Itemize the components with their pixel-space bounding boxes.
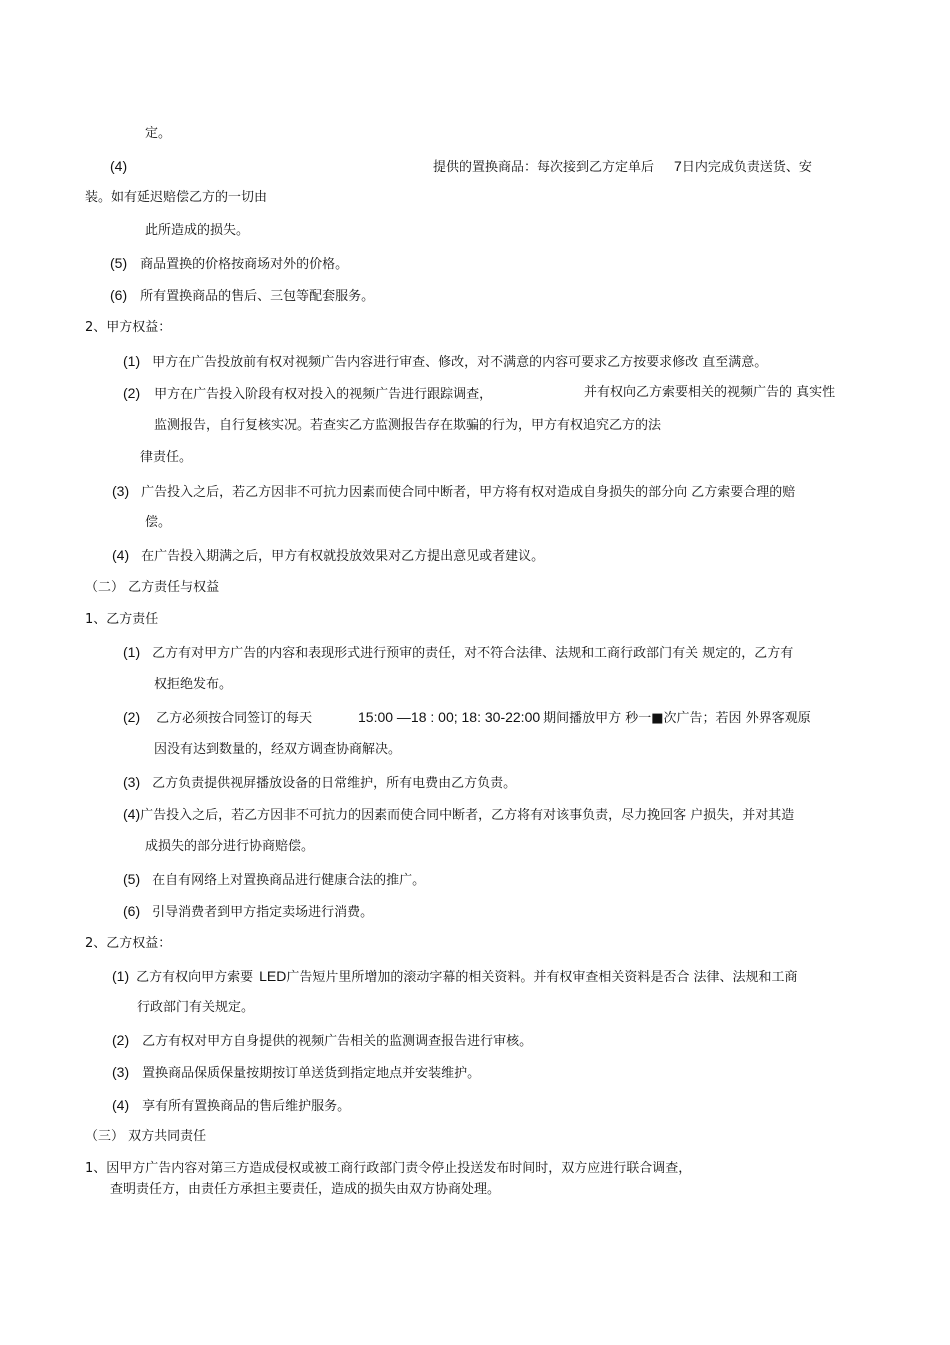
text-segment: 7 [674,158,682,174]
item-number: (3) [112,483,130,499]
text-segment: 商品置换的价格按商场对外的价格。 [140,257,349,272]
item-number: (1) [112,968,130,984]
text-line: 偿。 [145,515,172,530]
text-segment: 置换商品保质保量按期按订单送货到指定地点并安装维护。 [142,1066,481,1081]
text-line [123,806,794,824]
text-line [123,903,373,921]
text-line [123,871,425,889]
text-line [112,1032,532,1050]
item-number: (4) [123,806,141,822]
text-segment: 乙方有对甲方广告的内容和表现形式进行预审的责任，对不符合法律、法规和工商行政部门有关 规定的，乙方有 [152,646,794,661]
item-number: (4) [110,158,128,174]
item-number: (5) [123,871,141,887]
text-line: 装。如有延迟赔偿乙方的一切由 [85,190,268,205]
text-line: 查明责任方，由责任方承担主要责任，造成的损失由双方协商处理。 [110,1182,501,1197]
text-segment: 乙方负责提供视屏播放设备的日常维护，所有电费由乙方负责。 [152,776,517,791]
text-segment: 所有置换商品的售后、三包等配套服务。 [140,289,375,304]
text-line [123,644,793,662]
text-segment: 甲方在广告投入阶段有权对投入的视频广告进行跟踪调查， [154,387,493,402]
text-segment: 广告短片里所增加的滚动字幕的相关资料。并有权审查相关资料是否合 法律、法规和工商 [286,970,798,985]
text-line [123,385,492,403]
text-line: 监测报告，自行复核实况。若查实乙方监测报告存在欺骗的行为，甲方有权追究乙方的法 [154,418,662,433]
text-segment: 在自有网络上对置换商品进行健康合法的推广。 [152,873,426,888]
item-number: (2) [123,385,141,401]
item-number: (1) [123,644,141,660]
text-segment: 甲方在广告投放前有权对视频广告内容进行审查、修改，对不满意的内容可要求乙方按要求修改 直至满意。 [152,355,768,370]
text-line: 1、因甲方广告内容对第三方造成侵权或被工商行政部门责令停止投送发布时间时，双方应进行联合调查， [85,1161,692,1176]
item-number: (2) [112,1032,130,1048]
item-number: (5) [110,255,128,271]
item-number: (4) [112,547,130,563]
text-segment: 乙方必须按合同签订的每天 [156,711,313,726]
section-heading: 2、甲方权益： [85,320,172,335]
text-segment: 提供的置换商品：每次接到乙方定单后 [433,160,655,175]
text-line: 行政部门有关规定。 [137,1000,255,1015]
text-line [433,158,812,176]
item-number: (6) [123,903,141,919]
text-segment: 15:00 —18 : 00; 18: 30-22:00 [358,709,541,725]
text-line [110,158,127,176]
text-line: 此所造成的损失。 [145,223,250,238]
text-line [112,1064,480,1082]
text-line: 定。 [145,126,172,141]
text-segment: 乙方有权对甲方自身提供的视频广告相关的监测调查报告进行审核。 [142,1034,533,1049]
item-number: (3) [123,774,141,790]
item-number: (6) [110,287,128,303]
text-line [112,547,544,565]
section-heading: （二） 乙方责任与权益 [85,580,220,595]
text-line [110,287,374,305]
text-line: 成损失的部分进行协商赔偿。 [145,839,315,854]
item-number: (1) [123,353,141,369]
text-line [110,255,348,273]
text-line [123,774,516,792]
text-line [358,709,811,727]
text-segment: 期间播放甲方 秒一■次广告；若因 外界客观原 [543,711,811,726]
text-line [123,709,312,727]
section-heading: 2、乙方权益： [85,936,172,951]
text-line [112,968,798,986]
text-line [123,353,767,371]
item-number: (3) [112,1064,130,1080]
item-number: (2) [123,709,141,725]
text-line: 权拒绝发布。 [154,677,233,692]
text-segment: 广告投入之后，若乙方因非不可抗力的因素而使合同中断者，乙方将有对该事负责，尽力挽回客 户损失，并对其造 [140,808,795,823]
text-segment: 引导消费者到甲方指定卖场进行消费。 [152,905,374,920]
item-number: (4) [112,1097,130,1113]
text-line: 并有权向乙方索要相关的视频广告的 真实性 [584,385,836,400]
text-line [112,1097,350,1115]
text-segment: 日内完成负责送货、安 [681,160,812,175]
text-segment: 广告投入之后，若乙方因非不可抗力因素而使合同中断者，甲方将有权对造成自身损失的部分向 乙方索要合理的赔 [141,485,796,500]
text-segment: 享有所有置换商品的售后维护服务。 [142,1099,351,1114]
text-segment: LED [259,968,287,984]
text-line: 因没有达到数量的，经双方调查协商解决。 [154,742,402,757]
text-line: 律责任。 [140,450,193,465]
text-line [112,483,795,501]
text-segment: 乙方有权向甲方索要 [136,970,254,985]
section-heading: 1、乙方责任 [85,612,159,627]
section-heading: （三） 双方共同责任 [85,1129,207,1144]
text-segment: 在广告投入期满之后，甲方有权就投放效果对乙方提出意见或者建议。 [141,549,545,564]
